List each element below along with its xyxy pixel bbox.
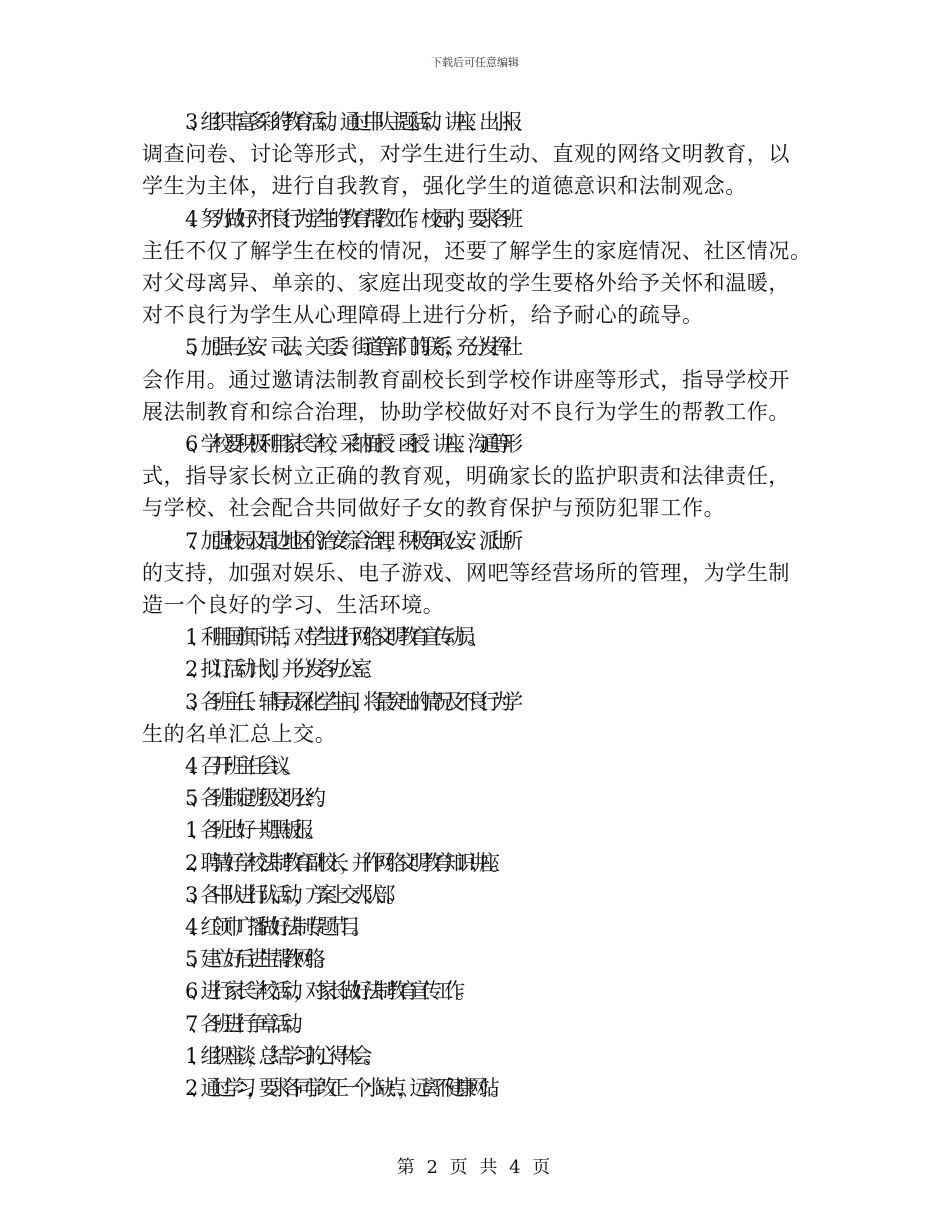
paragraph-line: 1、利用国旗下讲话，对学生进行网络文明教育宣传动员。 — [185, 625, 479, 650]
paragraph-line: 会作用。通过邀请法制教育副校长到学校作讲座等形式，指导学校开 — [142, 367, 790, 392]
paragraph-line: 学生为主体，进行自我教育，强化学生的道德意识和法制观念。 — [142, 174, 747, 199]
paragraph-line: 6、进行家长学校活动，对家长做好法制教育宣传工作。 — [185, 979, 468, 1004]
paragraph-line: 7、各班进行争章活动。 — [185, 1011, 305, 1036]
paragraph-line: 2、拟订活动计划，并分发各办公室。 — [185, 657, 375, 682]
paragraph-line: 1、各班出好一期黑板报。 — [185, 818, 317, 843]
paragraph-line: 2、聘请好学校法制教育副校长，并作网络文明教育知识讲座。 — [185, 850, 503, 875]
paragraph-line: 4、红领巾广播做好法制专题节目。 — [185, 915, 363, 940]
paragraph-line: 3、各班主任、辅导员深化学生间，将最突出的情况及不良行为学 — [185, 689, 514, 714]
paragraph — [142, 621, 822, 653]
paragraph-line: 造一个良好的学习、生活环境。 — [142, 593, 445, 618]
paragraph-line: 5、加强与公安、司法、关工委、街道等部门的联系，充分发挥社 — [185, 335, 514, 360]
paragraph-line: 5、各班制定班级文明公约。 — [185, 786, 329, 811]
page-header-note: 下载后可任意编辑 — [431, 56, 519, 69]
paragraph — [142, 686, 822, 750]
paragraph-line: 3、各中队进行队活动，方案上交大队部。 — [185, 882, 398, 907]
paragraph-line: 主任不仅了解学生在校的情况，还要了解学生的家庭情况、社区情况。 — [142, 238, 812, 263]
paragraph-line: 2、通过学习，要求各同学改正一个小缺点，远离不健康网站。 — [185, 1076, 503, 1101]
paragraph — [142, 203, 822, 332]
document-body — [142, 106, 822, 1104]
paragraph-line: 1、组织座谈，总结学习的心得体会。 — [185, 1043, 375, 1068]
paragraph — [142, 653, 822, 685]
paragraph — [142, 1072, 822, 1104]
paragraph-line: 的支持，加强对娱乐、电子游戏、网吧等经营场所的管理，为学生制 — [142, 560, 790, 585]
paragraph — [142, 1008, 822, 1040]
page-number: 第 2 页 共 4 页 — [396, 1157, 554, 1178]
paragraph-line: 对不良行为学生从心理障碍上进行分析，给予耐心的疏导。 — [142, 303, 704, 328]
paragraph — [142, 879, 822, 911]
paragraph-line: 调查问卷、讨论等形式，对学生进行生动、直观的网络文明教育，以 — [142, 142, 790, 167]
paragraph — [142, 943, 822, 975]
paragraph-line: 5、建立好后进生帮教网络。 — [185, 947, 329, 972]
paragraph-line: 对父母离异、单亲的、家庭出现变故的学生要格外给予关怀和温暖， — [142, 271, 790, 296]
paragraph — [142, 106, 822, 203]
paragraph — [142, 1040, 822, 1072]
paragraph — [142, 911, 822, 943]
paragraph-line: 生的名单汇总上交。 — [142, 721, 337, 746]
paragraph — [142, 975, 822, 1007]
paragraph-line: 6、学校要积极利用家长学校，采纳面授、函授、讲座、沟通等形 — [185, 432, 514, 457]
paragraph — [142, 750, 822, 782]
paragraph — [142, 782, 822, 814]
paragraph-line: 4、努力做好对不良行为学生的教育帮教工作。校园内，要求各班 — [185, 206, 514, 231]
paragraph-line: 展法制教育和综合治理，协助学校做好对不良行为学生的帮教工作。 — [142, 399, 790, 424]
paragraph-line: 与学校、社会配合共同做好子女的教育保护与预防犯罪工作。 — [142, 496, 726, 521]
paragraph-line: 3、组织丰富多彩的教育活动。通过中队主题活动、讲座、出小报、 — [185, 110, 526, 134]
paragraph — [142, 331, 822, 428]
paragraph — [142, 428, 822, 525]
paragraph — [142, 525, 822, 622]
paragraph-line: 7、加强校园及周边地区的治安综合治理，积极争取公安、派出所 — [185, 528, 514, 553]
paragraph — [142, 814, 822, 846]
paragraph-line: 式，指导家长树立正确的教育观，明确家长的监护职责和法律责任， — [142, 464, 790, 489]
paragraph — [142, 847, 822, 879]
paragraph-line: 4、召开班主任会议。 — [185, 754, 294, 779]
